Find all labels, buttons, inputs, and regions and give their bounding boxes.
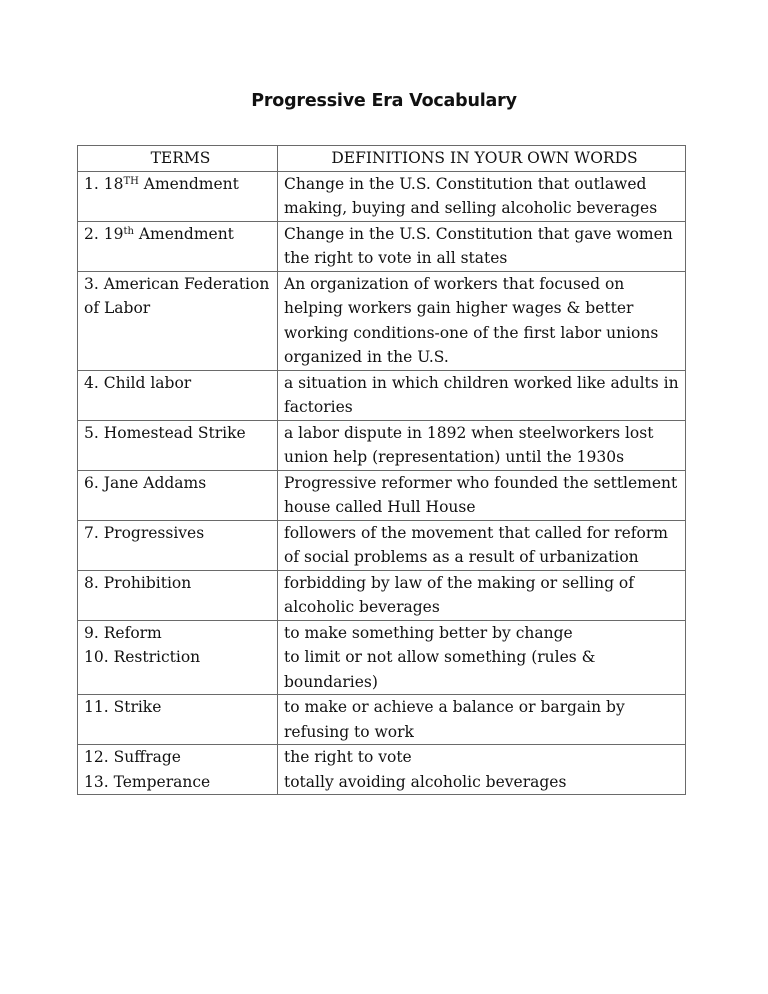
table-row <box>78 221 686 271</box>
term-cell <box>78 570 278 620</box>
term-cell <box>78 770 278 795</box>
term-text: Amendment <box>133 224 234 243</box>
term-text: Reform <box>103 623 162 642</box>
table-row <box>78 570 686 620</box>
definition-cell: to make or achieve a balance or bargain by refusing to work <box>278 695 686 745</box>
table-row <box>78 420 686 470</box>
term-number: 4. <box>84 373 99 392</box>
term-number: 10. <box>84 648 109 666</box>
term-text: Progressives <box>103 523 205 542</box>
term-number: 8. <box>84 573 99 592</box>
table-header-row <box>78 146 686 172</box>
term-cell <box>78 271 278 370</box>
terms-header: TERMS <box>78 146 278 172</box>
definition-cell: a labor dispute in 1892 when steelworkers lost union help (representation) until the 1930s <box>278 420 686 470</box>
table-row <box>78 370 686 420</box>
table-row <box>78 645 686 695</box>
definition-cell: Change in the U.S. Constitution that outlawed making, buying and selling alcoholic beverages <box>278 171 686 221</box>
table-row <box>78 770 686 795</box>
term-cell <box>78 221 278 271</box>
table-row <box>78 520 686 570</box>
term-cell <box>78 645 278 695</box>
term-number: 3. <box>84 274 99 293</box>
term-cell <box>78 370 278 420</box>
term-text: American Federation of Labor <box>84 274 270 317</box>
definitions-header: DEFINITIONS IN YOUR OWN WORDS <box>278 146 686 172</box>
term-cell <box>78 171 278 221</box>
term-cell <box>78 520 278 570</box>
term-text: Strike <box>113 698 162 716</box>
term-ordinal-suffix: th <box>123 225 134 237</box>
table-row <box>78 171 686 221</box>
term-cell <box>78 470 278 520</box>
table-row <box>78 745 686 770</box>
page-title: Progressive Era Vocabulary <box>251 91 517 111</box>
definition-cell: Change in the U.S. Constitution that gave women the right to vote in all states <box>278 221 686 271</box>
table-row <box>78 271 686 370</box>
term-cell <box>78 420 278 470</box>
definition-cell: Progressive reformer who founded the settlement house called Hull House <box>278 470 686 520</box>
term-text: Jane Addams <box>103 473 207 492</box>
definition-cell: followers of the movement that called for reform of social problems as a result of urbanization <box>278 520 686 570</box>
table-row <box>78 470 686 520</box>
term-number: 6. <box>84 473 99 492</box>
term-text: Suffrage <box>113 748 181 766</box>
table-row <box>78 695 686 745</box>
term-number: 13. <box>84 772 109 791</box>
definition-cell: to limit or not allow something (rules & boundaries) <box>278 645 686 695</box>
definition-cell: the right to vote <box>278 745 686 770</box>
term-text: Homestead Strike <box>103 423 246 442</box>
term-text: Temperance <box>113 772 211 791</box>
term-ordinal-suffix: TH <box>123 175 139 187</box>
definition-cell: forbidding by law of the making or selling of alcoholic beverages <box>278 570 686 620</box>
term-ordinal: 19 <box>103 224 124 243</box>
term-ordinal: 18 <box>103 174 124 193</box>
term-text: Prohibition <box>103 573 192 592</box>
term-number: 5. <box>84 423 99 442</box>
term-text: Restriction <box>113 648 201 666</box>
definition-cell: a situation in which children worked like adults in factories <box>278 370 686 420</box>
definition-cell: to make something better by change <box>278 620 686 645</box>
term-number: 2. <box>84 224 99 243</box>
term-text: Amendment <box>138 174 239 193</box>
term-number: 12. <box>84 748 109 766</box>
term-cell <box>78 620 278 645</box>
term-number: 1. <box>84 174 99 193</box>
definition-cell: An organization of workers that focused on helping workers gain higher wages & better working conditions-one of the first labor unions organized in the U.S. <box>278 271 686 370</box>
term-cell <box>78 695 278 745</box>
table-row <box>78 620 686 645</box>
term-number: 7. <box>84 523 99 542</box>
vocabulary-table <box>77 145 686 795</box>
definition-cell: totally avoiding alcoholic beverages <box>278 770 686 795</box>
term-cell <box>78 745 278 770</box>
term-number: 9. <box>84 623 99 642</box>
term-text: Child labor <box>103 373 192 392</box>
term-number: 11. <box>84 698 109 716</box>
